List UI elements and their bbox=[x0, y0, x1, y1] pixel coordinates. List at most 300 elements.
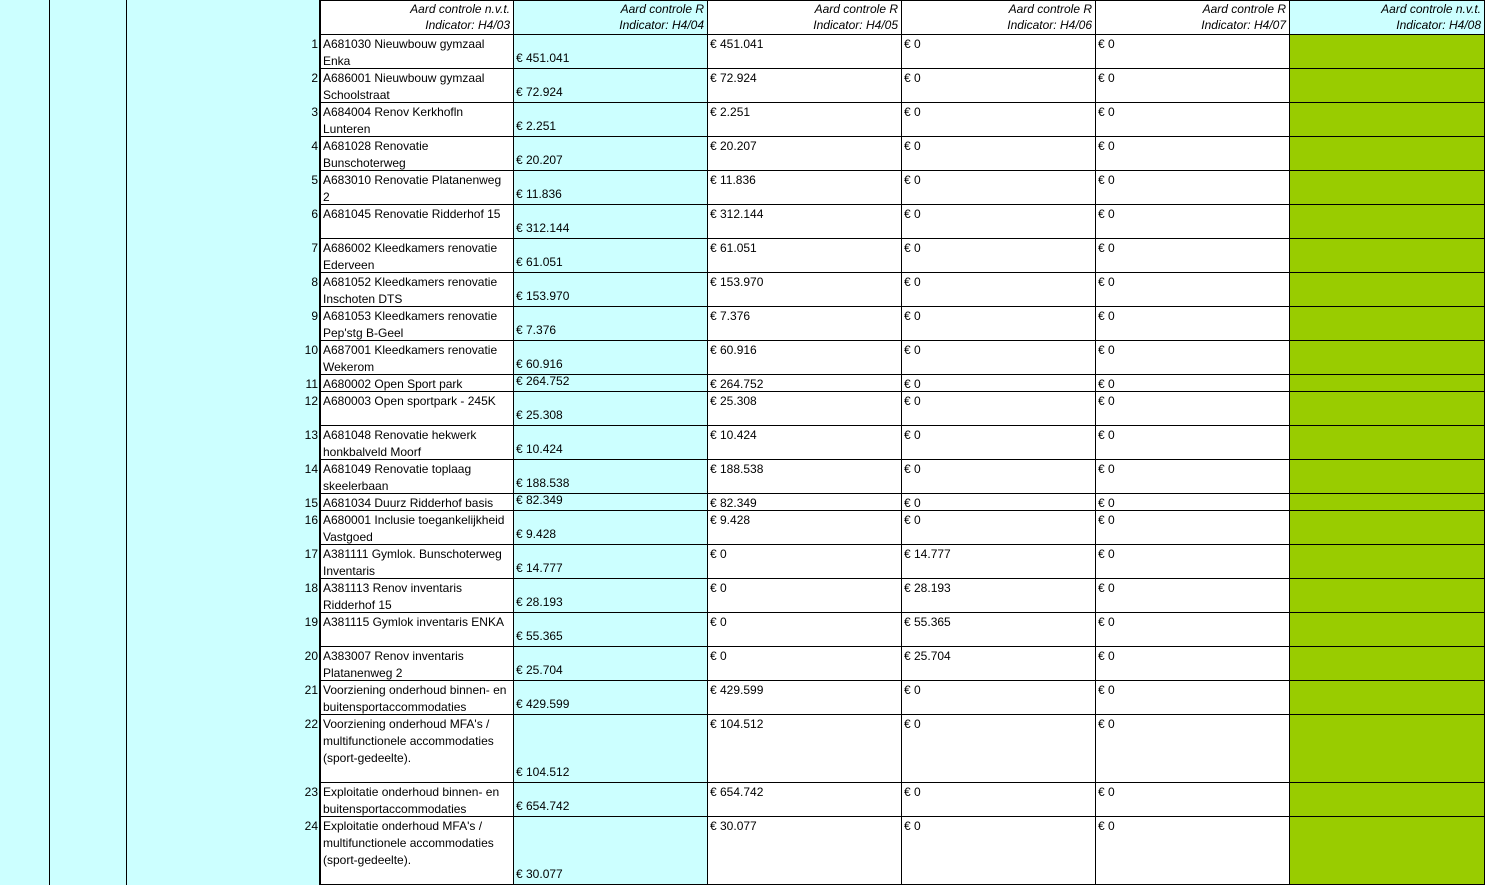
cell-value: € 0 bbox=[904, 462, 921, 476]
table-row bbox=[304, 460, 1485, 494]
cell-h407[interactable] bbox=[1290, 647, 1485, 681]
cell-value: € 0 bbox=[1098, 462, 1115, 476]
cell-h404[interactable] bbox=[708, 647, 902, 681]
cell-desc[interactable] bbox=[320, 307, 514, 341]
table-row bbox=[304, 511, 1485, 545]
header-text: Indicator: H4/08 bbox=[1396, 18, 1481, 32]
cell-value: € 10.424 bbox=[516, 442, 563, 456]
cell-h407[interactable] bbox=[1290, 545, 1485, 579]
cell-value: € 9.428 bbox=[710, 513, 751, 527]
cell-value: € 0 bbox=[904, 139, 921, 153]
cell-h404[interactable] bbox=[708, 511, 902, 545]
cell-value: Voorziening onderhoud MFA's / multifunctionele accommodaties (sport-gedeelte). bbox=[323, 717, 494, 765]
header-text: Aard controle n.v.t. bbox=[410, 2, 510, 16]
row-number: 8 bbox=[311, 275, 318, 289]
cell-value: € 0 bbox=[1098, 496, 1115, 510]
cell-h405[interactable] bbox=[902, 715, 1096, 783]
cell-value: A686002 Kleedkamers renovatie Ederveen bbox=[323, 241, 498, 272]
cell-desc[interactable] bbox=[320, 137, 514, 171]
cell-h404[interactable] bbox=[708, 817, 902, 885]
cell-value: € 0 bbox=[1098, 581, 1115, 595]
cell-h405[interactable] bbox=[902, 239, 1096, 273]
cell-value: A381111 Gymlok. Bunschoterweg Inventaris bbox=[323, 547, 502, 578]
row-number: 9 bbox=[311, 309, 318, 323]
cell-h404[interactable] bbox=[708, 341, 902, 375]
table-row bbox=[311, 35, 1485, 69]
cell-h405[interactable] bbox=[902, 69, 1096, 103]
cell-h406[interactable] bbox=[1096, 307, 1290, 341]
table-row bbox=[311, 273, 1485, 307]
cell-h406[interactable] bbox=[1096, 171, 1290, 205]
cell-value: € 0 bbox=[1098, 513, 1115, 527]
cell-desc[interactable] bbox=[320, 35, 514, 69]
row-number: 7 bbox=[311, 241, 318, 255]
cell-h403[interactable] bbox=[514, 494, 708, 511]
cell-value: € 188.538 bbox=[710, 462, 764, 476]
cell-h407[interactable] bbox=[1290, 579, 1485, 613]
cell-h407[interactable] bbox=[1290, 341, 1485, 375]
cell-h405[interactable] bbox=[902, 137, 1096, 171]
cell-h405[interactable] bbox=[902, 375, 1096, 392]
cell-h407[interactable] bbox=[1290, 817, 1485, 885]
cell-h406[interactable] bbox=[1096, 460, 1290, 494]
cell-value: € 9.428 bbox=[516, 527, 557, 541]
cell-h405[interactable] bbox=[902, 783, 1096, 817]
cell-h405[interactable] bbox=[902, 392, 1096, 426]
header-text: Indicator: H4/06 bbox=[1007, 18, 1092, 32]
cell-h407[interactable] bbox=[1290, 103, 1485, 137]
cell-h407[interactable] bbox=[1290, 171, 1485, 205]
cell-desc[interactable] bbox=[320, 375, 514, 392]
header-cell-h403[interactable] bbox=[514, 0, 708, 35]
cell-value: € 0 bbox=[1098, 377, 1115, 391]
cell-h406[interactable] bbox=[1096, 426, 1290, 460]
cell-h405[interactable] bbox=[902, 307, 1096, 341]
row-number: 4 bbox=[311, 139, 318, 153]
cell-value: € 0 bbox=[1098, 615, 1115, 629]
cell-h405[interactable] bbox=[902, 426, 1096, 460]
cell-value: A680003 Open sportpark - 245K bbox=[323, 394, 496, 408]
table-row bbox=[304, 579, 1485, 613]
cell-h407[interactable] bbox=[1290, 715, 1485, 783]
cell-desc[interactable] bbox=[320, 239, 514, 273]
table-row bbox=[311, 205, 1485, 239]
cell-h407[interactable] bbox=[1290, 375, 1485, 392]
header-text: Indicator: H4/07 bbox=[1201, 18, 1286, 32]
cell-value: A683010 Renovatie Platanenweg 2 bbox=[323, 173, 502, 204]
cell-value: € 61.051 bbox=[516, 255, 563, 269]
row-number: 17 bbox=[304, 547, 318, 561]
row-number: 3 bbox=[311, 105, 318, 119]
cell-value: € 0 bbox=[904, 241, 921, 255]
cell-h404[interactable] bbox=[708, 273, 902, 307]
cell-value: A681049 Renovatie toplaag skeelerbaan bbox=[323, 462, 472, 493]
cell-desc[interactable] bbox=[320, 613, 514, 647]
cell-desc[interactable] bbox=[320, 426, 514, 460]
cell-value: € 28.193 bbox=[516, 595, 563, 609]
cell-h406[interactable] bbox=[1096, 69, 1290, 103]
header-text: Indicator: H4/04 bbox=[619, 18, 704, 32]
header-cell-h407[interactable] bbox=[1290, 0, 1485, 35]
cell-value: A681045 Renovatie Ridderhof 15 bbox=[323, 207, 501, 221]
cell-value: A680002 Open Sport park bbox=[323, 377, 463, 391]
table-row bbox=[311, 307, 1485, 341]
cell-value: € 14.777 bbox=[904, 547, 951, 561]
header-row bbox=[320, 0, 1485, 35]
cell-h404[interactable] bbox=[708, 239, 902, 273]
cell-h407[interactable] bbox=[1290, 273, 1485, 307]
cell-h405[interactable] bbox=[902, 35, 1096, 69]
cell-h403[interactable] bbox=[514, 426, 708, 460]
cell-value: € 0 bbox=[1098, 37, 1115, 51]
cell-value: € 0 bbox=[904, 717, 921, 731]
cell-h406[interactable] bbox=[1096, 137, 1290, 171]
cell-h407[interactable] bbox=[1290, 239, 1485, 273]
cell-value: € 30.077 bbox=[710, 819, 757, 833]
cell-h403[interactable] bbox=[514, 205, 708, 239]
cell-value: € 0 bbox=[1098, 139, 1115, 153]
cell-h404[interactable] bbox=[708, 783, 902, 817]
cell-h406[interactable] bbox=[1096, 392, 1290, 426]
cell-h407[interactable] bbox=[1290, 511, 1485, 545]
header-text: Indicator: H4/05 bbox=[813, 18, 898, 32]
cell-h405[interactable] bbox=[902, 681, 1096, 715]
header-text: Aard controle R bbox=[814, 2, 898, 16]
cell-value: € 2.251 bbox=[710, 105, 751, 119]
table-row bbox=[311, 239, 1485, 273]
cell-h403[interactable] bbox=[514, 460, 708, 494]
cell-h403[interactable] bbox=[514, 341, 708, 375]
cell-h403[interactable] bbox=[514, 239, 708, 273]
cell-value: € 0 bbox=[904, 683, 921, 697]
cell-h404[interactable] bbox=[708, 171, 902, 205]
cell-value: A681030 Nieuwbouw gymzaal Enka bbox=[323, 37, 485, 68]
cell-h403[interactable] bbox=[514, 783, 708, 817]
cell-value: € 0 bbox=[710, 615, 727, 629]
cell-desc[interactable] bbox=[320, 273, 514, 307]
cell-h403[interactable] bbox=[514, 715, 708, 783]
cell-h407[interactable] bbox=[1290, 681, 1485, 715]
table-row bbox=[304, 494, 1485, 511]
cell-value: € 0 bbox=[904, 309, 921, 323]
cell-h404[interactable] bbox=[708, 681, 902, 715]
cell-desc[interactable] bbox=[320, 783, 514, 817]
row-number: 12 bbox=[304, 394, 318, 408]
table-row bbox=[304, 392, 1485, 426]
cell-value: A681028 Renovatie Bunschoterweg bbox=[323, 139, 429, 170]
cell-h405[interactable] bbox=[902, 460, 1096, 494]
cell-value: € 0 bbox=[904, 105, 921, 119]
cell-value: € 0 bbox=[710, 547, 727, 561]
cell-h404[interactable] bbox=[708, 579, 902, 613]
cell-h404[interactable] bbox=[708, 137, 902, 171]
cell-value: A681053 Kleedkamers renovatie Pep'stg B-Geel bbox=[323, 309, 498, 340]
cell-h406[interactable] bbox=[1096, 783, 1290, 817]
cell-h406[interactable] bbox=[1096, 341, 1290, 375]
cell-h403[interactable] bbox=[514, 647, 708, 681]
cell-h407[interactable] bbox=[1290, 783, 1485, 817]
cell-h403[interactable] bbox=[514, 545, 708, 579]
header-cell-desc[interactable] bbox=[320, 0, 514, 35]
cell-h404[interactable] bbox=[708, 426, 902, 460]
cell-h404[interactable] bbox=[708, 460, 902, 494]
cell-h407[interactable] bbox=[1290, 307, 1485, 341]
cell-value: € 0 bbox=[904, 428, 921, 442]
cell-value: € 0 bbox=[1098, 547, 1115, 561]
cell-h407[interactable] bbox=[1290, 392, 1485, 426]
cell-h405[interactable] bbox=[902, 494, 1096, 511]
cell-h403[interactable] bbox=[514, 103, 708, 137]
cell-h403[interactable] bbox=[514, 681, 708, 715]
cell-h403[interactable] bbox=[514, 273, 708, 307]
cell-value: € 264.752 bbox=[710, 377, 764, 391]
cell-value: € 82.349 bbox=[710, 496, 757, 510]
header-text: Aard controle R bbox=[1202, 2, 1286, 16]
cell-h407[interactable] bbox=[1290, 426, 1485, 460]
table-row bbox=[311, 137, 1485, 171]
cell-value: € 153.970 bbox=[516, 289, 570, 303]
cell-h407[interactable] bbox=[1290, 35, 1485, 69]
cell-value: € 55.365 bbox=[516, 629, 563, 643]
cell-h406[interactable] bbox=[1096, 205, 1290, 239]
row-number: 5 bbox=[311, 173, 318, 187]
cell-value: € 0 bbox=[1098, 241, 1115, 255]
table-row bbox=[304, 783, 1485, 817]
cell-desc[interactable] bbox=[320, 69, 514, 103]
cell-h403[interactable] bbox=[514, 307, 708, 341]
cell-desc[interactable] bbox=[320, 511, 514, 545]
table-row bbox=[311, 103, 1485, 137]
header-cell-h404[interactable] bbox=[708, 0, 902, 35]
cell-value: € 429.599 bbox=[516, 697, 570, 711]
row-number: 24 bbox=[304, 819, 318, 833]
table-row bbox=[304, 613, 1485, 647]
cell-h404[interactable] bbox=[708, 715, 902, 783]
cell-value: € 60.916 bbox=[516, 357, 563, 371]
cell-h407[interactable] bbox=[1290, 613, 1485, 647]
row-number: 20 bbox=[304, 649, 318, 663]
cell-value: € 0 bbox=[1098, 683, 1115, 697]
cell-value: € 0 bbox=[904, 207, 921, 221]
cell-value: € 104.512 bbox=[516, 765, 570, 779]
table-row bbox=[304, 341, 1485, 375]
row-number: 19 bbox=[304, 615, 318, 629]
cell-h406[interactable] bbox=[1096, 103, 1290, 137]
cell-value: € 0 bbox=[1098, 105, 1115, 119]
cell-desc[interactable] bbox=[320, 205, 514, 239]
cell-value: € 0 bbox=[904, 343, 921, 357]
cell-h404[interactable] bbox=[708, 494, 902, 511]
cell-h405[interactable] bbox=[902, 613, 1096, 647]
row-number: 13 bbox=[304, 428, 318, 442]
cell-desc[interactable] bbox=[320, 171, 514, 205]
cell-h403[interactable] bbox=[514, 137, 708, 171]
cell-h405[interactable] bbox=[902, 817, 1096, 885]
cell-desc[interactable] bbox=[320, 494, 514, 511]
cell-h406[interactable] bbox=[1096, 273, 1290, 307]
row-number: 2 bbox=[311, 71, 318, 85]
cell-desc[interactable] bbox=[320, 103, 514, 137]
cell-value: € 0 bbox=[1098, 71, 1115, 85]
cell-value: Exploitatie onderhoud binnen- en buitensportaccommodaties bbox=[323, 785, 500, 816]
cell-h404[interactable] bbox=[708, 545, 902, 579]
header-cell-h405[interactable] bbox=[902, 0, 1096, 35]
cell-h406[interactable] bbox=[1096, 35, 1290, 69]
cell-value: € 312.144 bbox=[710, 207, 764, 221]
cell-value: Voorziening onderhoud binnen- en buitensportaccommodaties bbox=[323, 683, 507, 714]
cell-value: € 82.349 bbox=[516, 494, 563, 507]
cell-value: € 0 bbox=[1098, 819, 1115, 833]
table-row bbox=[304, 545, 1485, 579]
cell-h404[interactable] bbox=[708, 307, 902, 341]
table-row bbox=[304, 647, 1485, 681]
cell-h406[interactable] bbox=[1096, 545, 1290, 579]
cell-h403[interactable] bbox=[514, 392, 708, 426]
cell-h403[interactable] bbox=[514, 817, 708, 885]
cell-h407[interactable] bbox=[1290, 460, 1485, 494]
row-number: 10 bbox=[304, 343, 318, 357]
cell-value: € 0 bbox=[1098, 785, 1115, 799]
cell-desc[interactable] bbox=[320, 341, 514, 375]
table-row bbox=[304, 715, 1485, 783]
cell-h407[interactable] bbox=[1290, 69, 1485, 103]
cell-value: € 0 bbox=[904, 819, 921, 833]
cell-h406[interactable] bbox=[1096, 681, 1290, 715]
cell-value: € 7.376 bbox=[710, 309, 751, 323]
cell-value: € 2.251 bbox=[516, 119, 557, 133]
cell-value: A381113 Renov inventaris Ridderhof 15 bbox=[323, 581, 462, 612]
blank-column-a[interactable] bbox=[0, 0, 50, 885]
table-row bbox=[304, 426, 1485, 460]
cell-h405[interactable] bbox=[902, 511, 1096, 545]
cell-value: € 11.836 bbox=[710, 173, 756, 187]
cell-value: € 72.924 bbox=[516, 85, 563, 99]
cell-value: € 28.193 bbox=[904, 581, 951, 595]
cell-h407[interactable] bbox=[1290, 205, 1485, 239]
cell-value: € 0 bbox=[1098, 207, 1115, 221]
row-number: 6 bbox=[311, 207, 318, 221]
cell-value: € 25.308 bbox=[710, 394, 757, 408]
cell-value: € 61.051 bbox=[710, 241, 757, 255]
cell-value: € 654.742 bbox=[516, 799, 570, 813]
blank-column-b[interactable] bbox=[50, 0, 127, 885]
cell-value: € 0 bbox=[904, 275, 921, 289]
cell-value: € 7.376 bbox=[516, 323, 557, 337]
cell-desc[interactable] bbox=[320, 579, 514, 613]
table-row bbox=[304, 817, 1485, 885]
cell-h403[interactable] bbox=[514, 171, 708, 205]
cell-value: € 0 bbox=[1098, 649, 1115, 663]
cell-value: € 25.308 bbox=[516, 408, 563, 422]
cell-h406[interactable] bbox=[1096, 375, 1290, 392]
cell-value: € 429.599 bbox=[710, 683, 764, 697]
cell-h407[interactable] bbox=[1290, 494, 1485, 511]
cell-h404[interactable] bbox=[708, 69, 902, 103]
cell-value: A681052 Kleedkamers renovatie Inschoten DTS bbox=[323, 275, 498, 306]
cell-value: € 55.365 bbox=[904, 615, 951, 629]
table-row bbox=[311, 171, 1485, 205]
cell-value: A383007 Renov inventaris Platanenweg 2 bbox=[323, 649, 464, 680]
cell-desc[interactable] bbox=[320, 392, 514, 426]
cell-h405[interactable] bbox=[902, 647, 1096, 681]
cell-h405[interactable] bbox=[902, 103, 1096, 137]
cell-value: € 153.970 bbox=[710, 275, 764, 289]
cell-value: € 0 bbox=[1098, 275, 1115, 289]
cell-h406[interactable] bbox=[1096, 494, 1290, 511]
cell-value: A680001 Inclusie toegankelijkheid Vastgoed bbox=[323, 513, 505, 544]
cell-value: € 11.836 bbox=[516, 187, 562, 201]
row-number: 23 bbox=[304, 785, 318, 799]
cell-h404[interactable] bbox=[708, 613, 902, 647]
cell-value: € 0 bbox=[1098, 173, 1115, 187]
cell-h405[interactable] bbox=[902, 171, 1096, 205]
cell-value: A686001 Nieuwbouw gymzaal Schoolstraat bbox=[323, 71, 485, 102]
cell-h403[interactable] bbox=[514, 613, 708, 647]
cell-h406[interactable] bbox=[1096, 817, 1290, 885]
row-number: 15 bbox=[304, 496, 318, 510]
cell-value: € 654.742 bbox=[710, 785, 764, 799]
cell-h403[interactable] bbox=[514, 375, 708, 392]
cell-value: € 0 bbox=[904, 496, 921, 510]
cell-value: € 72.924 bbox=[710, 71, 757, 85]
cell-h405[interactable] bbox=[902, 579, 1096, 613]
cell-h406[interactable] bbox=[1096, 511, 1290, 545]
cell-value: € 451.041 bbox=[516, 51, 570, 65]
header-cell-h406[interactable] bbox=[1096, 0, 1290, 35]
cell-h407[interactable] bbox=[1290, 137, 1485, 171]
cell-desc[interactable] bbox=[320, 715, 514, 783]
row-number: 14 bbox=[304, 462, 318, 476]
cell-value: € 0 bbox=[1098, 343, 1115, 357]
cell-value: € 104.512 bbox=[710, 717, 764, 731]
cell-desc[interactable] bbox=[320, 460, 514, 494]
cell-value: Exploitatie onderhoud MFA's / multifunctionele accommodaties (sport-gedeelte). bbox=[323, 819, 494, 867]
cell-h403[interactable] bbox=[514, 511, 708, 545]
row-number: 11 bbox=[305, 377, 318, 391]
cell-desc[interactable] bbox=[320, 647, 514, 681]
cell-h403[interactable] bbox=[514, 69, 708, 103]
cell-desc[interactable] bbox=[320, 545, 514, 579]
cell-value: € 0 bbox=[710, 649, 727, 663]
cell-value: € 188.538 bbox=[516, 476, 570, 490]
cell-value: € 0 bbox=[1098, 428, 1115, 442]
cell-h404[interactable] bbox=[708, 205, 902, 239]
cell-h406[interactable] bbox=[1096, 647, 1290, 681]
cell-h403[interactable] bbox=[514, 579, 708, 613]
cell-desc[interactable] bbox=[320, 681, 514, 715]
cell-h404[interactable] bbox=[708, 35, 902, 69]
cell-h404[interactable] bbox=[708, 392, 902, 426]
cell-value: € 14.777 bbox=[516, 561, 563, 575]
cell-value: € 264.752 bbox=[516, 375, 570, 388]
cell-h403[interactable] bbox=[514, 35, 708, 69]
cell-value: A684004 Renov Kerkhofln Lunteren bbox=[323, 105, 464, 136]
cell-h406[interactable] bbox=[1096, 715, 1290, 783]
cell-h404[interactable] bbox=[708, 375, 902, 392]
table-row bbox=[304, 681, 1485, 715]
cell-h405[interactable] bbox=[902, 545, 1096, 579]
cell-h404[interactable] bbox=[708, 103, 902, 137]
cell-value: € 0 bbox=[904, 37, 921, 51]
cell-value: € 25.704 bbox=[904, 649, 951, 663]
cell-desc[interactable] bbox=[320, 817, 514, 885]
cell-h405[interactable] bbox=[902, 341, 1096, 375]
cell-h406[interactable] bbox=[1096, 613, 1290, 647]
cell-h405[interactable] bbox=[902, 205, 1096, 239]
cell-h406[interactable] bbox=[1096, 579, 1290, 613]
cell-h406[interactable] bbox=[1096, 239, 1290, 273]
cell-h405[interactable] bbox=[902, 273, 1096, 307]
